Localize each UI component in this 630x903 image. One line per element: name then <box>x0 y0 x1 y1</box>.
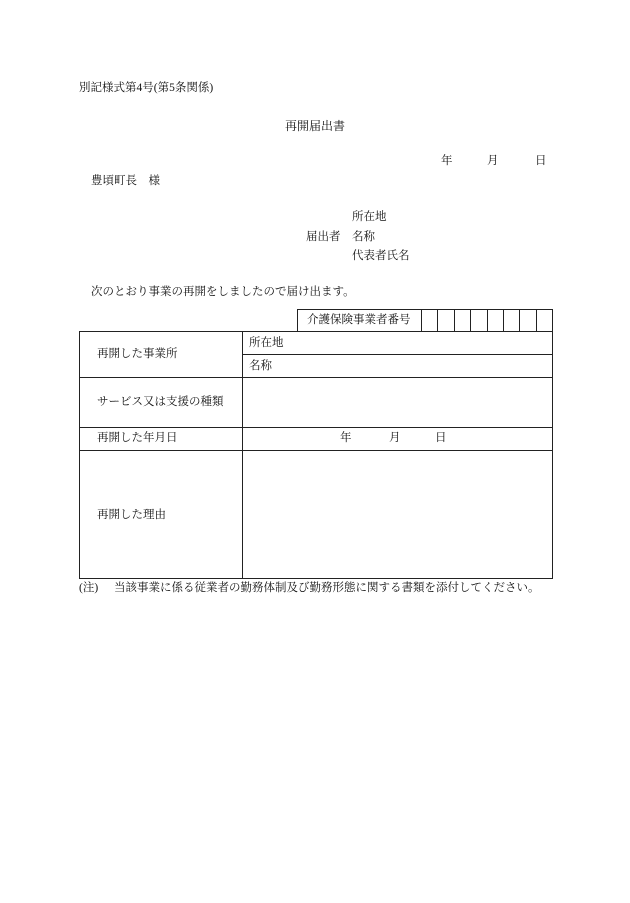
provider-number-digit-box <box>422 310 438 331</box>
applicant-label: 届出者 <box>306 231 341 243</box>
service-type-field <box>243 378 552 427</box>
provider-number-digit-box <box>504 310 520 331</box>
footnote-text: 当該事業に係る従業者の勤務体制及び勤務形態に関する書類を添付してください。 <box>114 582 540 594</box>
office-address-label: 所在地 <box>249 337 284 349</box>
applicant-representative-label: 代表者氏名 <box>352 250 410 262</box>
reopening-details-table <box>79 331 553 579</box>
office-label: 再開した事業所 <box>97 348 178 360</box>
date-day-label: 日 <box>535 155 547 167</box>
form-number: 別記様式第4号(第5条関係) <box>79 82 214 94</box>
footnote-label: (注) <box>79 582 99 594</box>
provider-number-digit-box <box>471 310 487 331</box>
provider-number-digit-box <box>520 310 536 331</box>
document-title: 再開届出書 <box>285 119 346 133</box>
applicant-name-label: 名称 <box>352 231 375 243</box>
office-name-field <box>280 355 552 377</box>
reason-field <box>243 451 552 578</box>
reopen-date-day-label: 日 <box>435 432 447 444</box>
date-month-label: 月 <box>487 155 499 167</box>
row-divider <box>80 427 552 428</box>
provider-number-label: 介護保険事業者番号 <box>298 310 422 331</box>
reopen-date-label: 再開した年月日 <box>97 432 178 444</box>
applicant-address-label: 所在地 <box>352 211 387 223</box>
provider-number-digit-box <box>455 310 471 331</box>
reason-label: 再開した理由 <box>97 509 166 521</box>
provider-number-box <box>297 309 553 331</box>
date-year-label: 年 <box>441 155 453 167</box>
provider-number-digit-box <box>438 310 454 331</box>
provider-number-digit-box <box>537 310 552 331</box>
service-type-label: サービス又は支援の種類 <box>97 396 224 408</box>
reopen-date-month-label: 月 <box>389 432 401 444</box>
intro-text: 次のとおり事業の再開をしましたので届け出ます。 <box>91 286 355 298</box>
provider-number-digit-box <box>488 310 504 331</box>
office-name-label: 名称 <box>249 360 272 372</box>
office-address-field <box>290 332 552 354</box>
addressee: 豊頃町長 様 <box>91 175 160 187</box>
reopen-date-year-label: 年 <box>340 432 352 444</box>
